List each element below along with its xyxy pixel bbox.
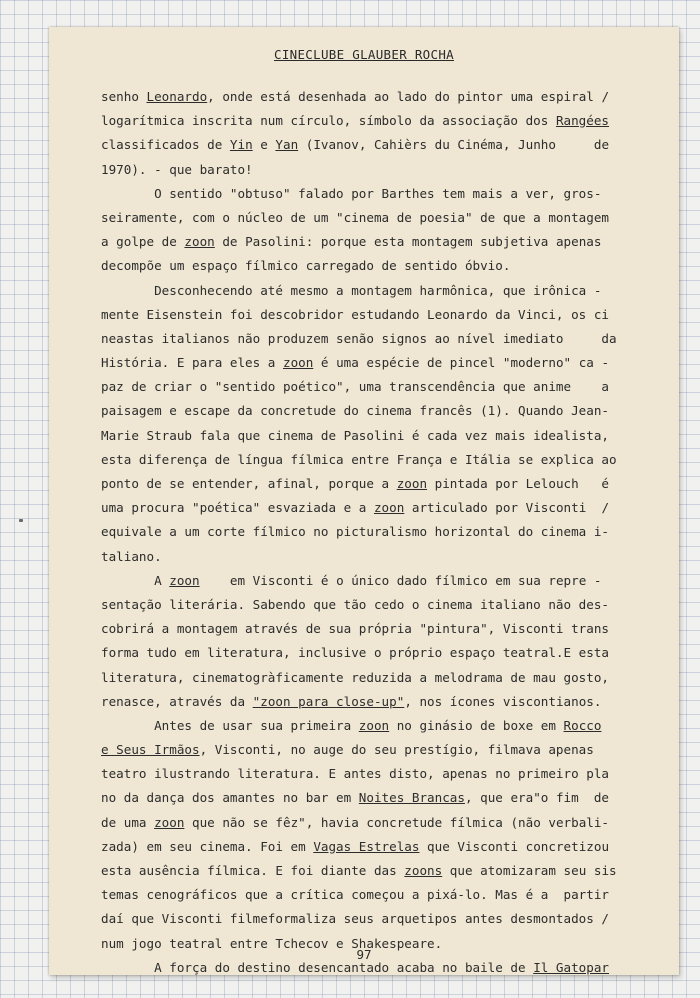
text-segment: esta diferença de língua fílmica entre França e Itália se explica ao — [101, 451, 617, 467]
text-segment: paz de criar o "sentido poético", uma transcendência que anime a — [101, 379, 609, 395]
text-segment: esta ausência fílmica. E foi diante das — [101, 863, 405, 878]
text-segment: taliano. — [101, 548, 162, 564]
underlined-text: zoon — [282, 355, 314, 371]
text-segment: de Pasolini: porque esta montagem subjetiva apenas — [214, 234, 602, 250]
text-line — [101, 375, 649, 399]
text-line — [101, 811, 649, 835]
text-segment: Desconhecendo até mesmo a montagem harmônica, que irônica - — [101, 282, 602, 298]
text-segment: e — [252, 137, 276, 153]
text-line — [101, 617, 649, 641]
text-line — [101, 399, 649, 423]
text-line — [101, 472, 649, 496]
text-line — [101, 230, 649, 254]
text-segment: uma procura "poética" esvaziada e a — [101, 500, 374, 516]
page-header: CINECLUBE GLAUBER ROCHA — [274, 47, 454, 62]
underlined-text: zoon — [358, 717, 390, 733]
underlined-text: Yin — [229, 137, 253, 153]
underlined-text: zoon — [396, 476, 428, 491]
text-segment: ponto de se entender, afinal, porque a — [101, 476, 397, 491]
text-line — [101, 569, 649, 593]
text-segment: forma tudo em literatura, inclusive o próprio espaço teatral.E esta — [101, 645, 609, 661]
text-segment: (Ivanov, Cahièrs du Cinéma, Junho de — [298, 137, 610, 153]
underlined-text: Vagas Estrelas — [313, 838, 420, 854]
text-segment: num jogo teatral entre Tchecov e Shakespeare. — [101, 935, 443, 951]
text-segment: classificados de — [101, 137, 230, 153]
text-segment: seiramente, com o núcleo de um "cinema de poesia" de que a montagem — [101, 209, 609, 225]
text-segment: A — [101, 572, 170, 588]
text-line — [101, 859, 649, 883]
text-line — [101, 907, 649, 931]
text-segment: O sentido "obtuso" falado por Barthes tem mais a ver, gros- — [101, 185, 602, 201]
underlined-text: Leonardo — [146, 89, 208, 104]
text-segment: pintada por Lelouch é — [427, 476, 610, 491]
text-segment: , que era"o fim de — [464, 790, 610, 806]
margin-ink-mark — [19, 519, 23, 522]
text-line — [101, 448, 649, 472]
text-line — [101, 593, 649, 617]
text-segment: é uma espécie de pincel "moderno" ca - — [313, 355, 610, 371]
text-segment: temas cenográficos que a crítica começou a pixá-lo. Mas é a partir — [101, 887, 609, 903]
text-segment: que Visconti concretizou — [419, 838, 610, 854]
text-line — [101, 496, 649, 520]
text-segment: , nos ícones viscontianos. — [404, 693, 602, 709]
underlined-text: zoons — [404, 863, 443, 878]
text-segment: cobrirá a montagem através de sua própria "pintura", Visconti trans — [101, 621, 609, 637]
text-line — [101, 109, 649, 133]
text-line — [101, 206, 649, 230]
text-segment: neastas italianos não produzem senão signos ao nível imediato da — [101, 330, 617, 346]
text-line — [101, 714, 649, 738]
underlined-text: Yan — [275, 137, 299, 153]
text-line — [101, 835, 649, 859]
page-body — [101, 85, 649, 980]
underlined-text: zoon — [154, 814, 185, 830]
text-segment: paisagem e escape da concretude do cinema francês (1). Quando Jean- — [101, 403, 609, 419]
text-segment: em Visconti é o único dado fílmico em sua repre - — [199, 572, 602, 588]
text-segment: literatura, cinematogràficamente reduzida a melodrama de mau gosto, — [101, 669, 609, 685]
underlined-text: Rocco — [563, 717, 602, 733]
text-line — [101, 641, 649, 665]
text-line — [101, 545, 649, 569]
text-line — [101, 883, 649, 907]
text-segment: logarítmica inscrita num círculo, símbolo da associação dos — [101, 113, 556, 129]
text-segment: no da dança dos amantes no bar em — [101, 790, 359, 806]
underlined-text: zoon — [184, 234, 215, 250]
text-segment: A força do destino desencantado acaba no baile de — [101, 959, 534, 975]
text-segment: no ginásio de boxe em — [389, 717, 564, 733]
text-segment: teatro ilustrando literatura. E antes disto, apenas no primeiro pla — [101, 766, 609, 782]
text-line — [101, 279, 649, 303]
text-line — [101, 254, 649, 278]
text-segment: que atomizaram seu sis — [442, 863, 617, 878]
text-line — [101, 85, 649, 109]
text-line — [101, 762, 649, 786]
text-segment: de uma — [101, 814, 155, 830]
text-line — [101, 690, 649, 714]
underlined-text: "zoon para close-up" — [252, 693, 405, 709]
text-line — [101, 133, 649, 157]
text-line — [101, 786, 649, 810]
text-line — [101, 738, 649, 762]
text-segment: Marie Straub fala que cinema de Pasolini é cada vez mais idealista, — [101, 427, 609, 443]
underlined-text: e Seus Irmãos — [101, 742, 200, 758]
text-segment: a golpe de — [101, 234, 185, 250]
text-segment: que não se fêz", havia concretude fílmica (não verbali- — [184, 814, 610, 830]
text-line — [101, 182, 649, 206]
text-segment: renasce, através da — [101, 693, 253, 709]
text-line — [101, 666, 649, 690]
text-segment: mente Eisenstein foi descobridor estudando Leonardo da Vinci, os ci — [101, 306, 609, 322]
text-segment: Antes de usar sua primeira — [101, 717, 359, 733]
underlined-text: zoon — [169, 572, 200, 588]
text-segment: 1970). - que barato! — [101, 161, 253, 177]
text-line — [101, 303, 649, 327]
text-line — [101, 424, 649, 448]
text-line — [101, 158, 649, 182]
text-segment: decompõe um espaço fílmico carregado de sentido óbvio. — [101, 258, 511, 274]
underlined-text: Il Gatopar — [533, 959, 610, 975]
text-line — [101, 351, 649, 375]
text-segment: , onde está desenhada ao lado do pintor uma espiral / — [207, 89, 610, 104]
text-segment: daí que Visconti filmeformaliza seus arquetipos antes desmontados / — [101, 911, 609, 927]
underlined-text: zoon — [373, 500, 405, 516]
page-number: 97 — [356, 947, 372, 962]
text-segment: senho — [101, 89, 147, 104]
text-line — [101, 520, 649, 544]
underlined-text: Rangées — [555, 113, 610, 129]
text-segment: , Visconti, no auge do seu prestígio, filmava apenas — [199, 742, 594, 758]
text-segment: articulado por Visconti / — [404, 500, 610, 516]
text-line — [101, 327, 649, 351]
text-segment: equivale a um corte fílmico no picturalismo horizontal do cinema i- — [101, 524, 609, 540]
text-segment: zada) em seu cinema. Foi em — [101, 838, 314, 854]
text-segment: História. E para eles a — [101, 355, 283, 371]
typewritten-page — [49, 27, 679, 975]
text-segment: sentação literária. Sabendo que tão cedo o cinema italiano não des- — [101, 596, 609, 612]
underlined-text: Noites Brancas — [358, 790, 465, 806]
